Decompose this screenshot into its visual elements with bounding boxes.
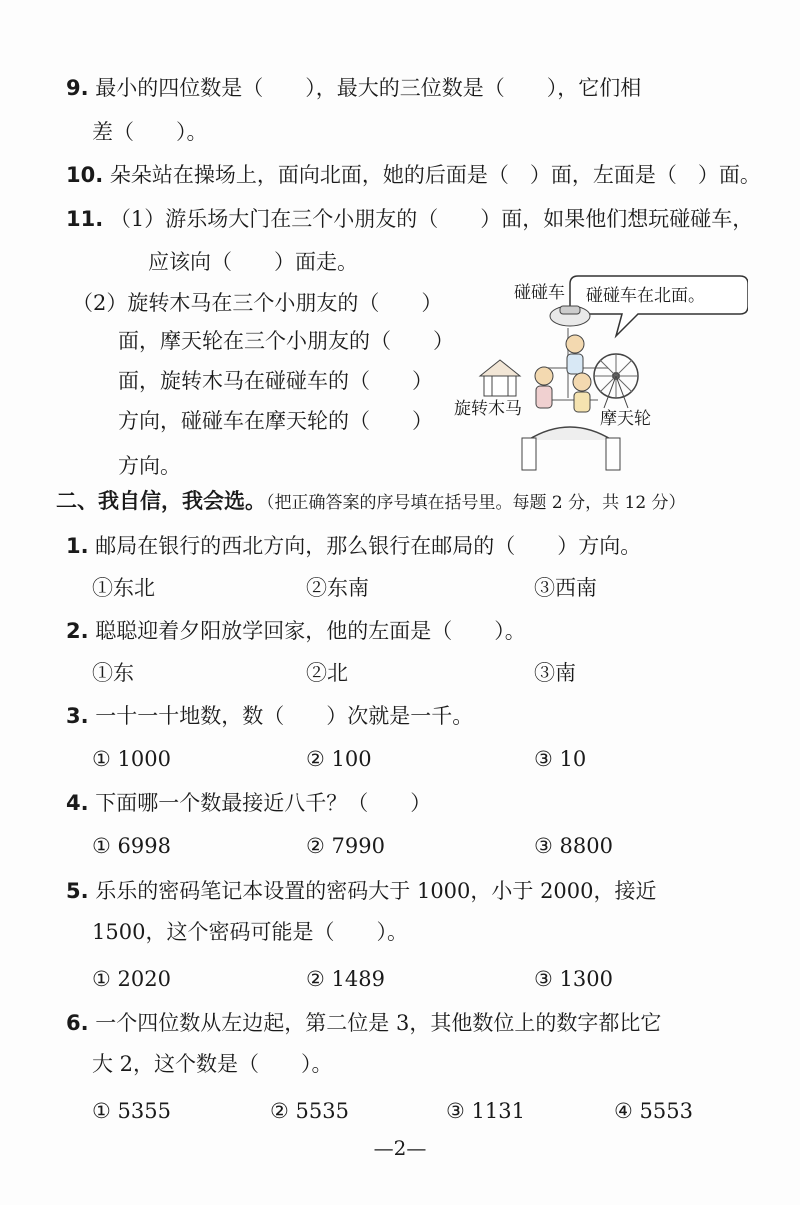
c3-option-1: ① 1000 bbox=[92, 747, 171, 771]
c3-option-3: ③ 10 bbox=[534, 747, 587, 771]
c2-option-1: ①东 bbox=[92, 661, 134, 685]
c5-question-line2: 1500，这个密码可能是（ ）。 bbox=[92, 920, 408, 944]
park-gate-icon bbox=[522, 427, 620, 470]
c4-number: 4. bbox=[66, 791, 89, 815]
c5-option-3: ③ 1300 bbox=[534, 967, 613, 991]
c6-option-2: ② 5535 bbox=[270, 1099, 349, 1123]
c1-number: 1. bbox=[66, 534, 89, 558]
c6-option-3: ③ 1131 bbox=[446, 1099, 525, 1123]
c5-number: 5. bbox=[66, 879, 89, 903]
c4-option-3: ③ 8800 bbox=[534, 834, 613, 858]
q11-p1-line1: （1）游乐场大门在三个小朋友的（ ）面，如果他们想玩碰碰车， bbox=[109, 207, 754, 231]
bumper-car-icon bbox=[550, 306, 590, 326]
q11-p2-line3: 面，旋转木马在碰碰车的（ ） bbox=[118, 369, 433, 393]
label-bumper-car: 碰碰车 bbox=[514, 283, 565, 303]
q11-p2-line2: 面，摩天轮在三个小朋友的（ ） bbox=[118, 329, 454, 353]
c5-question-line1 bbox=[66, 877, 657, 905]
c4-option-1: ① 6998 bbox=[92, 834, 171, 858]
ferris-wheel-icon bbox=[594, 354, 638, 408]
speech-text: 碰碰车在北面。 bbox=[586, 286, 705, 306]
label-carousel: 旋转木马 bbox=[454, 399, 522, 419]
c6-question-line1 bbox=[66, 1009, 661, 1037]
c5-option-1: ① 2020 bbox=[92, 967, 171, 991]
amusement-park-illustration bbox=[448, 268, 748, 478]
q11-number: 11. bbox=[66, 207, 104, 231]
c1-text: 邮局在银行的西北方向，那么银行在邮局的（ ）方向。 bbox=[95, 534, 642, 558]
label-ferris-wheel: 摩天轮 bbox=[600, 409, 651, 429]
section2-note: （把正确答案的序号填在括号里。每题 2 分，共 12 分） bbox=[266, 493, 686, 513]
c2-number: 2. bbox=[66, 619, 89, 643]
q11-p2-line1: （2）旋转木马在三个小朋友的（ ） bbox=[72, 291, 443, 315]
q9-line1 bbox=[66, 74, 641, 102]
c2-question bbox=[66, 617, 526, 645]
child-icon bbox=[566, 335, 584, 374]
c2-option-3: ③南 bbox=[534, 661, 576, 685]
section2-header bbox=[56, 487, 686, 517]
q9-text: 最小的四位数是（ ），最大的三位数是（ ），它们相 bbox=[95, 76, 642, 100]
c1-question bbox=[66, 532, 641, 560]
q11-line1 bbox=[66, 205, 753, 233]
speech-bubble bbox=[570, 276, 748, 336]
c6-option-4: ④ 5553 bbox=[614, 1099, 693, 1123]
c1-option-1: ①东北 bbox=[92, 576, 155, 600]
c5-text-line1: 乐乐的密码笔记本设置的密码大于 1000，小于 2000，接近 bbox=[95, 879, 657, 903]
q11-p2-line5: 方向。 bbox=[118, 454, 181, 478]
q11-p2-line4: 方向，碰碰车在摩天轮的（ ） bbox=[118, 409, 433, 433]
section2-title: 二、我自信，我会选。 bbox=[56, 488, 266, 513]
c6-question-line2: 大 2，这个数是（ ）。 bbox=[92, 1052, 333, 1076]
c4-option-2: ② 7990 bbox=[306, 834, 385, 858]
c3-option-2: ② 100 bbox=[306, 747, 372, 771]
c6-option-1: ① 5355 bbox=[92, 1099, 171, 1123]
carousel-icon bbox=[480, 360, 520, 396]
q10-text: 朵朵站在操场上，面向北面，她的后面是（ ）面，左面是（ ）面。 bbox=[109, 163, 761, 187]
q10-line bbox=[66, 161, 761, 189]
c6-number: 6. bbox=[66, 1011, 89, 1035]
child-icon bbox=[535, 367, 553, 408]
c2-option-2: ②北 bbox=[306, 661, 348, 685]
c4-question bbox=[66, 789, 431, 817]
c4-text: 下面哪一个数最接近八千？（ ） bbox=[95, 791, 432, 815]
c2-text: 聪聪迎着夕阳放学回家，他的左面是（ ）。 bbox=[95, 619, 526, 643]
page-number: —2— bbox=[373, 1136, 427, 1160]
c1-option-3: ③西南 bbox=[534, 576, 597, 600]
child-icon bbox=[573, 373, 591, 412]
q9-number: 9. bbox=[66, 76, 89, 100]
c3-number: 3. bbox=[66, 704, 89, 728]
c3-text: 一十一十地数，数（ ）次就是一千。 bbox=[95, 704, 474, 728]
c5-option-2: ② 1489 bbox=[306, 967, 385, 991]
c1-option-2: ②东南 bbox=[306, 576, 369, 600]
q10-number: 10. bbox=[66, 163, 104, 187]
q9-line2: 差（ ）。 bbox=[92, 120, 208, 144]
c3-question bbox=[66, 702, 473, 730]
c6-text-line1: 一个四位数从左边起，第二位是 3，其他数位上的数字都比它 bbox=[95, 1011, 662, 1035]
q11-p1-line2: 应该向（ ）面走。 bbox=[148, 250, 358, 274]
